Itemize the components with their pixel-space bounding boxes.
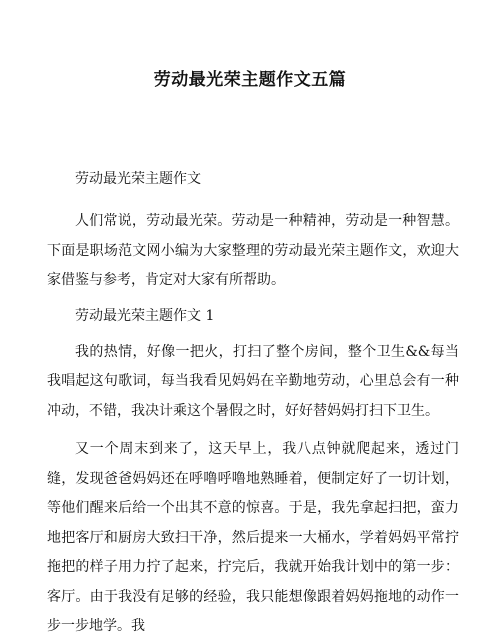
intro-heading: 劳动最光荣主题作文 [75,171,201,187]
essay-1-heading: 劳动最光荣主题作文 1 [75,307,215,324]
intro-paragraph: 人们常说，劳动最光荣。劳动是一种精神，劳动是一种智慧。下面是职场范文网小编为大家整理的劳动最光荣主题作文，欢迎大家借鉴与参考，肯定对大家有所帮助。 [47,213,459,288]
document-body [47,168,459,642]
essay-1-paragraph-2: 又一个周末到来了，这天早上，我八点钟就爬起来，透过门缝，发现爸爸妈妈还在呼噜呼噜地熟睡着，便制定好了一切计划，等他们醒来后给一个出其不意的惊喜。于是，我先拿起扫把，蛮力地把客厅和厨房大致扫干净，然后提来一大桶水，学着妈妈平常拧拖把的样子用力拧了起来，拧完后，我就开始我计划中的第一步：客厅。由于我没有足够的经验，我只能想像跟着妈妈拖地的动作一步一步地学。我 [47,441,459,634]
document-title: 劳动最光荣主题作文五篇 [153,70,347,90]
essay-1-paragraph-1: 我的热情，好像一把火，打扫了整个房间，整个卫生&&每当我唱起这句歌词，每当我看见妈妈在辛勤地劳动，心里总会有一种冲动，不错，我决计乘这个暑假之时，好好替妈妈打扫下卫生。 [47,343,459,419]
